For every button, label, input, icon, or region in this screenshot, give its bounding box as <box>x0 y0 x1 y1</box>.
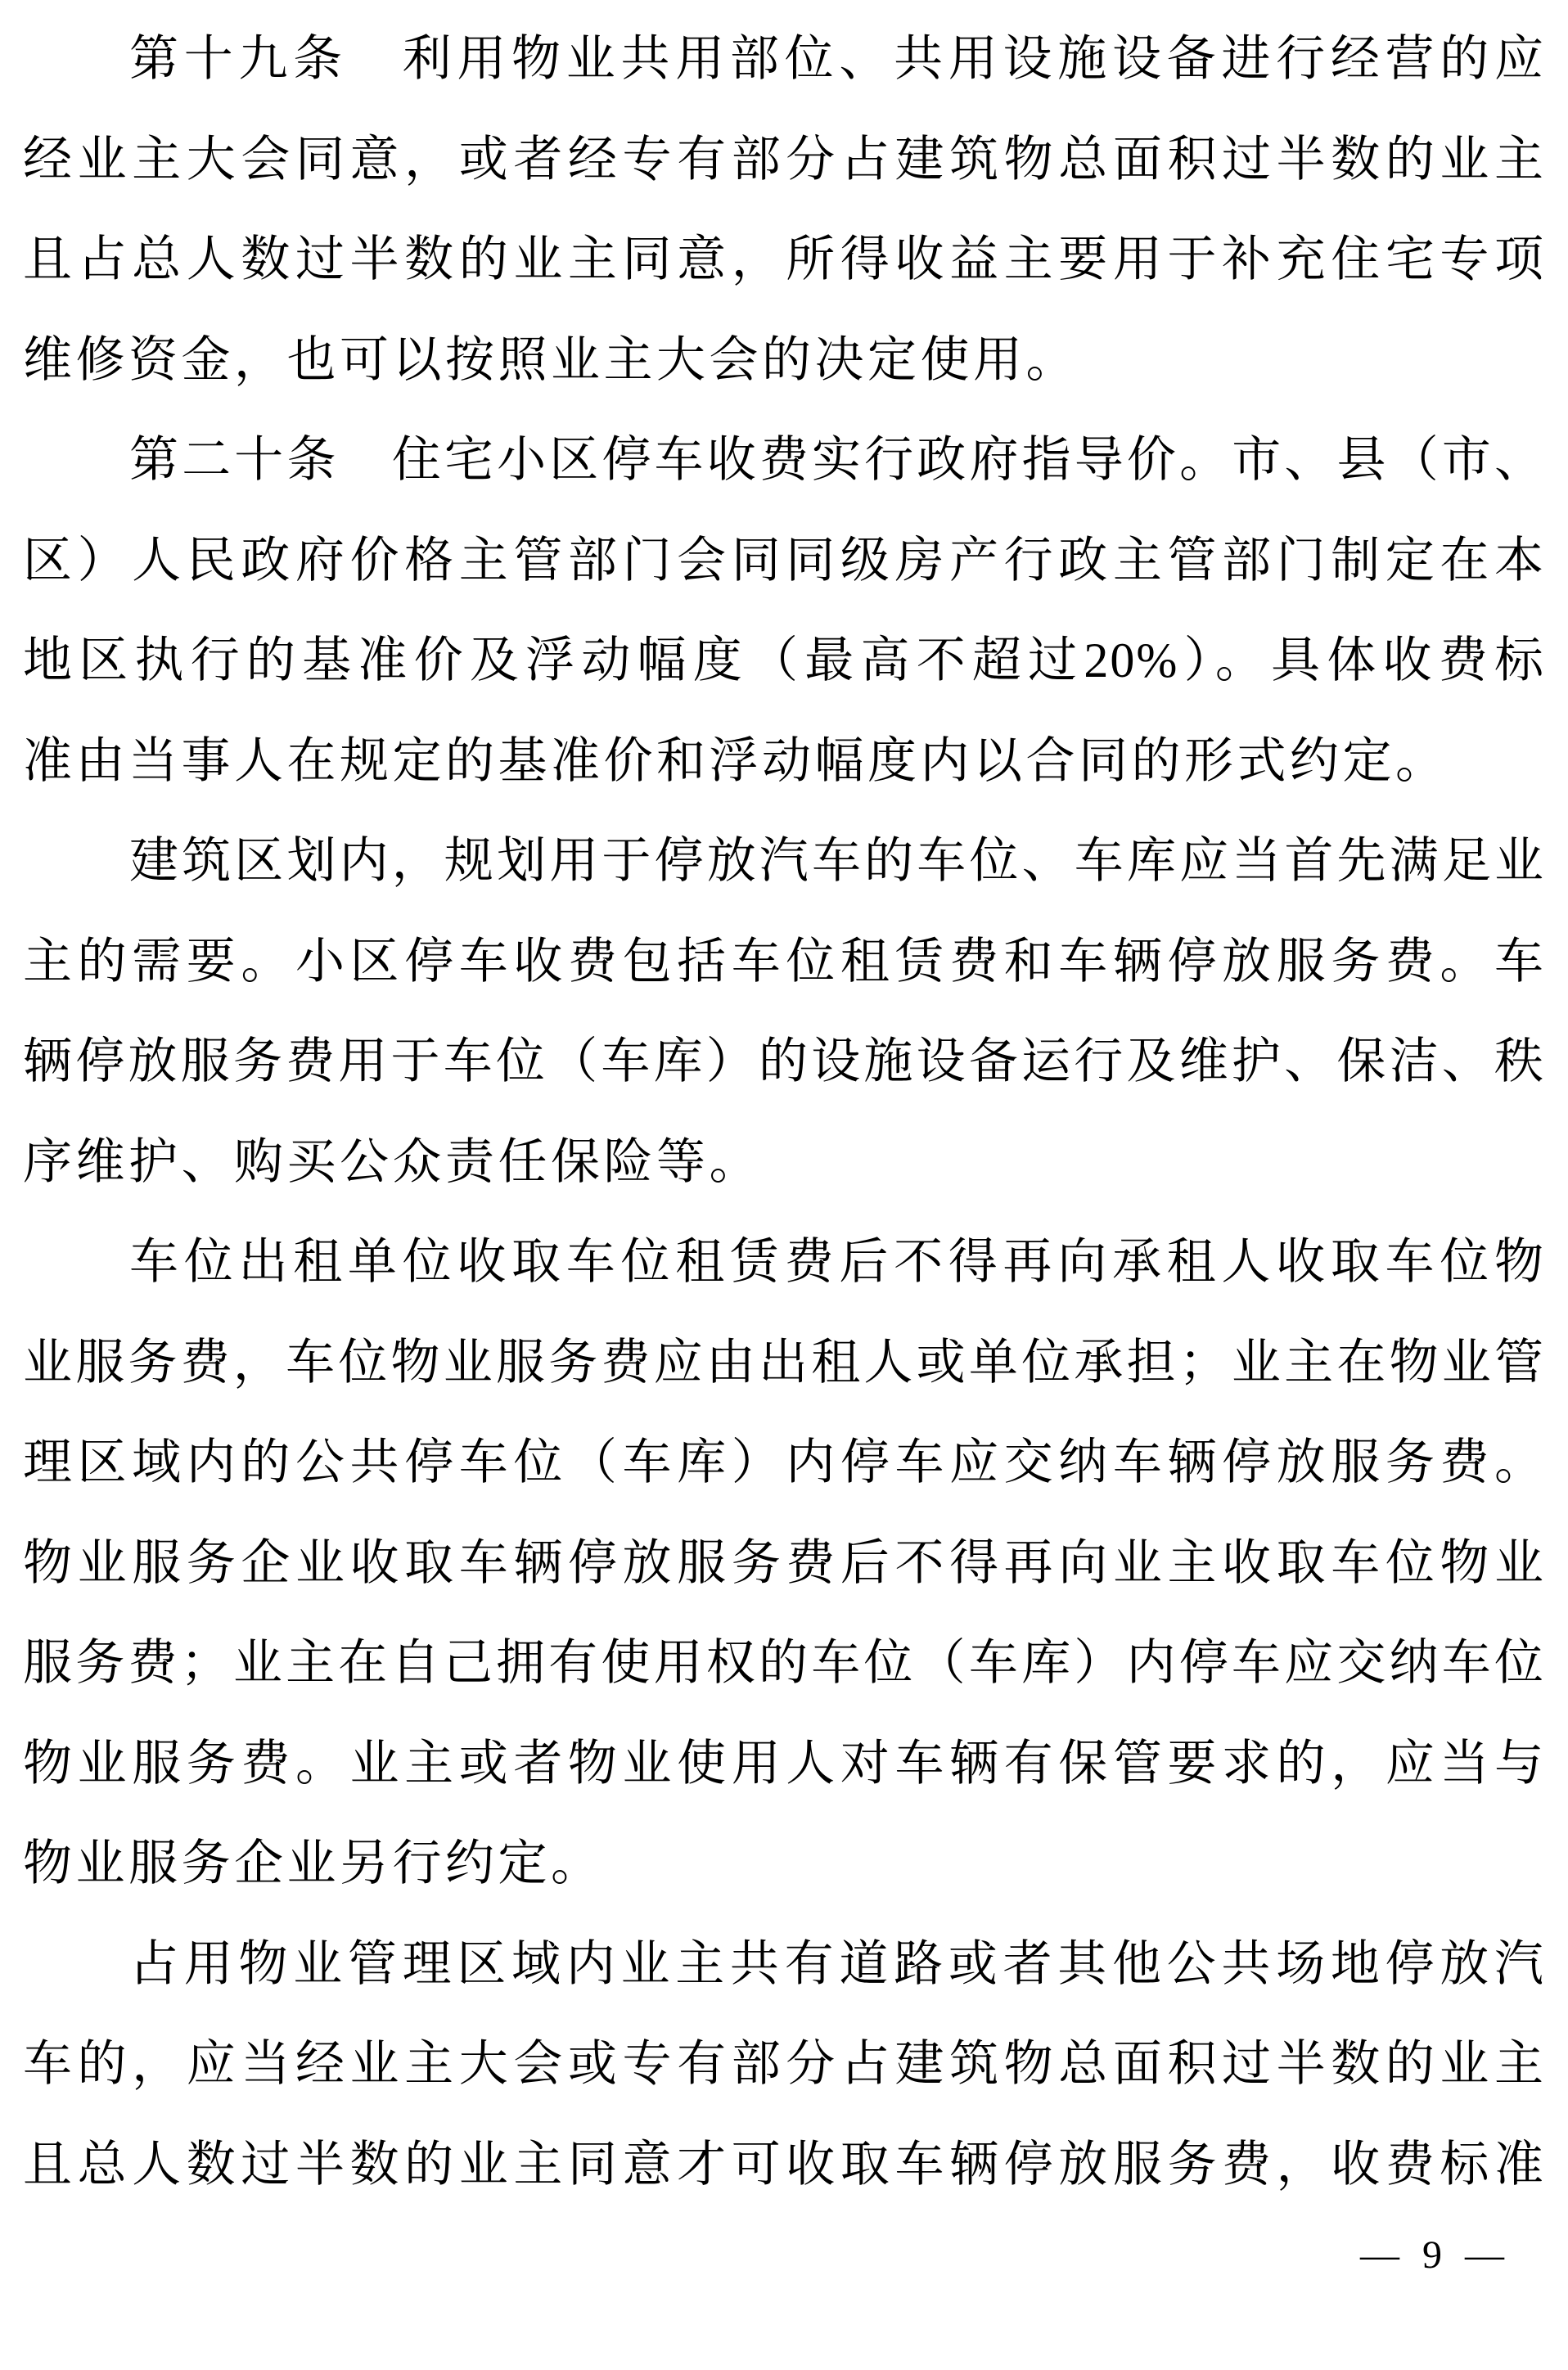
text-line: 主的需要。小区停车收费包括车位租赁费和车辆停放服务费。车 <box>23 934 1545 989</box>
text-line: 建筑区划内，规划用于停放汽车的车位、车库应当首先满足业 <box>129 834 1545 888</box>
text-line: 占用物业管理区域内业主共有道路或者其他公共场地停放汽 <box>129 1936 1545 1991</box>
text-line: 物业服务费。业主或者物业使用人对车辆有保管要求的，应当与 <box>23 1736 1545 1791</box>
text-line: 地区执行的基准价及浮动幅度（最高不超过20%）。具体收费标 <box>23 633 1545 687</box>
text-line: 理区域内的公共停车位（车库）内停车应交纳车辆停放服务费。 <box>23 1435 1545 1489</box>
text-line: 物业服务企业另行约定。 <box>23 1836 604 1890</box>
text-line: 物业服务企业收取车辆停放服务费后不得再向业主收取车位物业 <box>23 1535 1545 1590</box>
text-line: 区）人民政府价格主管部门会同同级房产行政主管部门制定在本 <box>23 533 1545 588</box>
text-line: 服务费；业主在自己拥有使用权的车位（车库）内停车应交纳车位 <box>23 1636 1545 1690</box>
text-line: 车位出租单位收取车位租赁费后不得再向承租人收取车位物 <box>129 1235 1545 1289</box>
text-line: 准由当事人在规定的基准价和浮动幅度内以合同的形式约定。 <box>23 733 1449 788</box>
text-line: 第十九条 利用物业共用部位、共用设施设备进行经营的应 <box>129 32 1545 86</box>
text-line: 第二十条 住宅小区停车收费实行政府指导价。市、县（市、 <box>129 433 1545 487</box>
page-number: — 9 — <box>1360 2233 1511 2277</box>
text-line: 且总人数过半数的业主同意才可收取车辆停放服务费，收费标准 <box>23 2137 1545 2192</box>
page-footer <box>1360 2231 1511 2280</box>
text-line: 辆停放服务费用于车位（车库）的设施设备运行及维护、保洁、秩 <box>23 1034 1545 1088</box>
text-line: 维修资金，也可以按照业主大会的决定使用。 <box>23 332 1079 387</box>
text-line: 经业主大会同意，或者经专有部分占建筑物总面积过半数的业主 <box>23 132 1545 187</box>
text-line: 且占总人数过半数的业主同意，所得收益主要用于补充住宅专项 <box>23 232 1545 286</box>
text-line: 车的，应当经业主大会或专有部分占建筑物总面积过半数的业主 <box>23 2037 1545 2091</box>
text-line: 序维护、购买公众责任保险等。 <box>23 1134 762 1189</box>
text-line: 业服务费，车位物业服务费应由出租人或单位承担；业主在物业管 <box>23 1335 1545 1390</box>
